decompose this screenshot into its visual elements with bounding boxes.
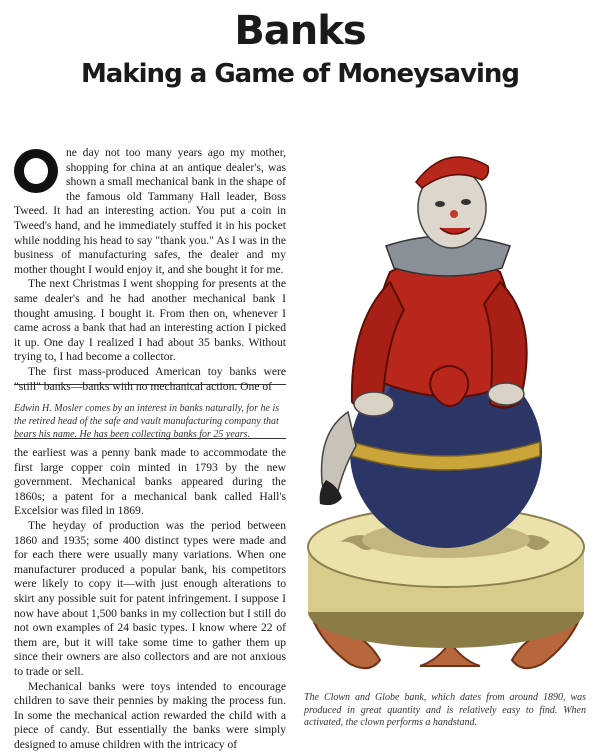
author-bio: Edwin H. Mosler comes by an interest in banks naturally, for he is the retired head of the safe and vault manufacturing company that bears his name. He has been collecting banks for 25 years. [14, 402, 286, 441]
photo-caption: The Clown and Globe bank, which dates from around 1890, was produced in great quantity and is relatively easy to find. When activated, the clown performs a handstand. [304, 692, 586, 730]
article-title: Banks [0, 8, 600, 54]
paragraph-1-text: ne day not too many years ago my mother, shopping for china at an antique dealer's, was shown a small mechanical bank in the shape of the famous old Tammany Hall leader, Boss Tweed. It had an interesting action. You put a coin in Tweed's hand, and he immediately stuffed it in his pocket while nodding his head to say "thank you." As I was in the business of manufacturing safes, the dealer and my mother thought I would enjoy it, and she bought it for me. [14, 146, 286, 276]
clown-globe-bank-photo [300, 142, 592, 678]
paragraph-5: The heyday of production was the period between 1860 and 1935; some 400 distinct types were made and for each there were usually many variations. When one manufacturer produced a popular bank, his competitors were likely to copy it—with just enough alterations to skirt any possible suit for patent infringement. I suppose I now have about 1,500 banks in my collection but I still do not own examples of 24 basic types. I know where 22 of them are, but it will take some time to gather them up since their owners are also collectors and are not anxious to trade or sell. [14, 519, 286, 680]
article-column-top [14, 146, 286, 394]
drop-cap-o [14, 149, 58, 193]
paragraph-3: The first mass-produced American toy banks were "still" banks—banks with no mechanical action. One of [14, 365, 286, 394]
paragraph-1 [14, 146, 286, 277]
paragraph-4: the earliest was a penny bank made to accommodate the first large copper coin minted in 1793 by the new government. Mechanical banks appeared during the 1860s; a patent for a mechanical bank called Hall's Excelsior was filed in 1869. [14, 446, 286, 519]
article-subtitle: Making a Game of Moneysaving [0, 58, 600, 90]
paragraph-2: The next Christmas I went shopping for presents at the same dealer's and he had another mechanical bank I thought amusing. I bought it. From then on, whenever I came across a bank that had an interesting action I picked it up. One day I realized I had about 35 banks. Without trying to, I had become a collector. [14, 277, 286, 365]
paragraph-6: Mechanical banks were toys intended to encourage children to save their pennies by making the process fun. In some the mechanical action rewarded the child with a piece of candy. But essentially the banks were simply designed to amuse children with the intricacy of [14, 680, 286, 752]
bio-rule-bottom [14, 438, 286, 439]
bio-rule-top [14, 384, 286, 385]
article-column-bottom [14, 446, 286, 752]
clown-globe-bank-illustration [300, 142, 592, 678]
